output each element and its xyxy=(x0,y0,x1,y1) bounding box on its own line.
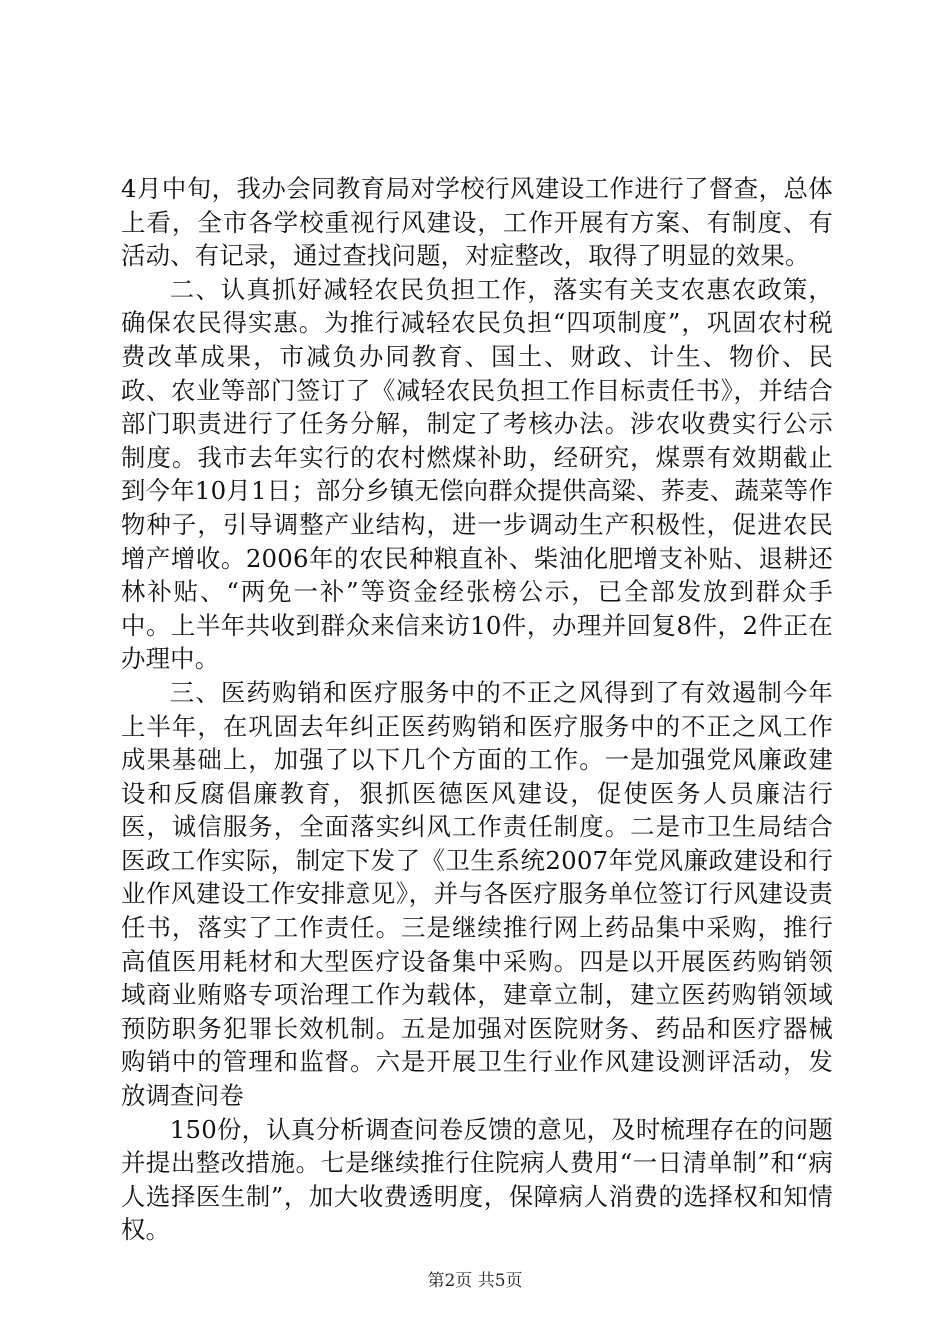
paragraph-survey-followup: 150份，认真分析调查问卷反馈的意见，及时梳理存在的问题并提出整改措施。七是继续推行住院病人费用“一日清单制”和“病人选择医生制”，加大收费透明度，保障病人消费的选择权和知情权。 xyxy=(121,1114,833,1245)
paragraph-medical-services: 三、医药购销和医疗服务中的不正之风得到了有效遏制今年上半年，在巩固去年纠正医药购销和医疗服务中的不正之风工作成果基础上，加强了以下几个方面的工作。一是加强党风廉政建设和反腐倡廉教育，狠抓医德医风建设，促使医务人员廉洁行医，诚信服务，全面落实纠风工作责任制度。二是市卫生局结合医政工作实际，制定下发了《卫生系统2007年党风廉政建设和行业作风建设工作安排意见》，并与各医疗服务单位签订行风建设责任书，落实了工作责任。三是继续推行网上药品集中采购，推行高值医用耗材和大型医疗设备集中采购。四是以开展医药购销领域商业贿赂专项治理工作为载体，建章立制，建立医药购销领域预防职务犯罪长效机制。五是加强对医院财务、药品和医疗器械购销中的管理和监督。六是开展卫生行业作风建设测评活动，发放调查问卷 xyxy=(121,677,833,1111)
paragraph-farmer-burden: 二、认真抓好减轻农民负担工作，落实有关支农惠农政策，确保农民得实惠。为推行减轻农民负担“四项制度”，巩固农村税费改革成果，市减负办同教育、国土、财政、计生、物价、民政、农业等部门签订了《减轻农民负担工作目标责任书》，并结合部门职责进行了任务分解，制定了考核办法。涉农收费实行公示制度。我市去年实行的农村燃煤补助，经研究，煤票有效期截止到今年10月1日；部分乡镇无偿向群众提供高粱、荞麦、蔬菜等作物种子，引导调整产业结构，进一步调动生产积极性，促进农民增产增收。2006年的农民种粮直补、柴油化肥增支补贴、退耕还林补贴、“两免一补”等资金经张榜公示，已全部发放到群众手中。上半年共收到群众来信来访10件，办理并回复8件，2件正在办理中。 xyxy=(121,274,833,674)
paragraph-continuation: 4月中旬，我办会同教育局对学校行风建设工作进行了督查，总体上看，全市各学校重视行风建设，工作开展有方案、有制度、有活动、有记录，通过查找问题，对症整改，取得了明显的效果。 xyxy=(121,174,833,271)
page-number-footer: 第2页 共5页 xyxy=(427,1271,523,1291)
document-body xyxy=(121,172,833,1247)
